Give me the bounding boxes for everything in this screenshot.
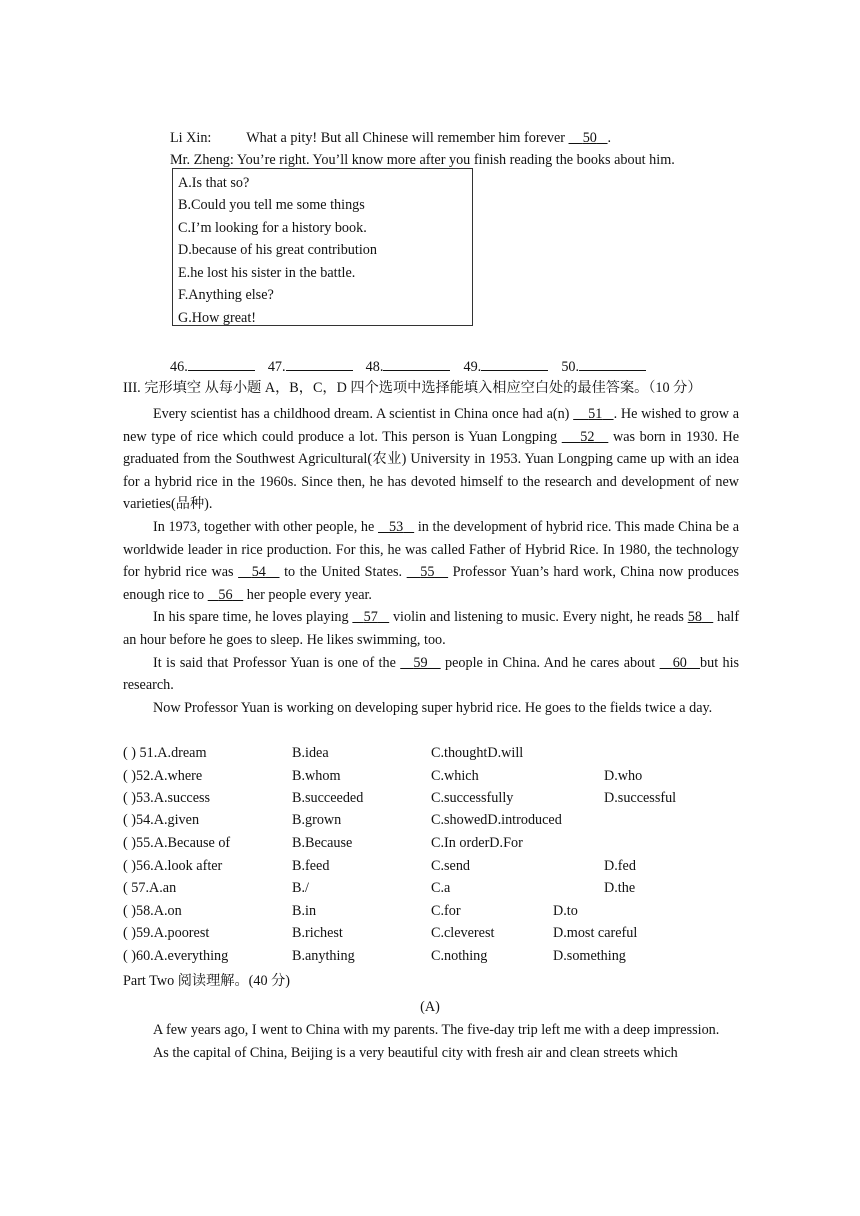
answer-blanks-row	[170, 356, 646, 376]
option-row-56-b: B.feed	[292, 858, 330, 874]
blank-52: 52	[580, 428, 595, 445]
choice-box	[172, 168, 473, 326]
cloze-passage	[123, 403, 739, 719]
option-row-55-num: ( )55.A.Because of	[123, 835, 231, 851]
option-row-58-num: ( )58.A.on	[123, 903, 182, 919]
answer-label-50: 50.	[561, 359, 580, 375]
option-row-54-num: ( )54.A.given	[123, 812, 200, 828]
option-row-51-num: ( ) 51.A.dream	[123, 745, 207, 761]
option-row-58-c: C.for	[431, 903, 461, 919]
option-row-60-num: ( )60.A.everything	[123, 948, 229, 964]
option-row-51-b: B.idea	[292, 745, 329, 761]
blank-58: 58	[687, 609, 702, 626]
option-row-59-d: D.most careful	[553, 925, 638, 941]
choice-b: B.Could you tell me some things	[178, 197, 365, 213]
option-row-59-num: ( )59.A.poorest	[123, 925, 210, 941]
blank-53: 53	[388, 518, 404, 535]
reading-paragraph-1: A few years ago, I went to China with my parents. The five-day trip left me with a deep impression.	[153, 1022, 720, 1038]
blank-60: 60	[672, 654, 687, 671]
reading-paragraph-2: As the capital of China, Beijing is a very beautiful city with fresh air and clean streets which	[153, 1044, 678, 1061]
blank-59: 59	[413, 654, 428, 671]
choice-e: E.he lost his sister in the battle.	[178, 265, 356, 281]
option-row-60-c: C.nothing	[431, 948, 488, 964]
speaker-lixin: Li Xin:	[170, 130, 212, 146]
cloze-paragraph-1: Every scientist has a childhood dream. A scientist in China once had a(n) 51 . He wished to grow a new type of rice which could produce a lot. This person is Yuan Longping 52 was born in 1930. He graduated from the Southwest Agricultural(农业) University in 1953. Yuan Longping came up with an idea for a hybrid rice in the 1960s. Since then, he has devoted himself to the research and development of new varieties(品种).	[123, 406, 740, 513]
option-row-58-d: D.to	[553, 903, 578, 919]
section3-heading: III. 完形填空 从每小题 A，B，C，D 四个选项中选择能填入相应空白处的最佳答案。（10 分）	[123, 380, 702, 396]
choice-g: G.How great!	[178, 310, 257, 326]
option-row-52-c: C.which	[431, 768, 479, 784]
option-row-60-d: D.something	[553, 948, 626, 964]
answer-blank-46[interactable]	[188, 356, 255, 371]
option-row-54-b: B.grown	[292, 812, 342, 828]
option-row-57-num: ( 57.A.an	[123, 880, 177, 896]
answer-blank-50[interactable]	[579, 356, 646, 371]
answer-blank-49[interactable]	[481, 356, 548, 371]
lixin-text: What a pity! But all Chinese will remember him forever	[246, 130, 565, 146]
choice-a: A.Is that so?	[178, 175, 250, 191]
blank-57: 57	[363, 609, 378, 626]
option-row-56-num: ( )56.A.look after	[123, 858, 223, 874]
option-row-59-c: C.cleverest	[431, 925, 495, 941]
blank-50: 50	[582, 130, 597, 146]
dialog-line-lixin: Li Xin: What a pity! But all Chinese will remember him forever 50 .	[170, 130, 612, 146]
blank-54: 54	[251, 564, 266, 581]
option-row-53-num: ( )53.A.success	[123, 790, 211, 806]
option-row-57-d: D.the	[604, 880, 636, 896]
cloze-paragraph-2: In 1973, together with other people, he 53 in the development of hybrid rice. This made China be a worldwide leader in rice production. For this, he was called Father of Hybrid Rice. In 1980, the technology for hybrid rice was 54 to the United States. 55 Professor Yuan’s hard work, China now produces enough rice to 56 her people every year.	[123, 518, 740, 603]
answer-label-46: 46.	[170, 359, 188, 375]
choice-f: F.Anything else?	[178, 287, 274, 303]
blank-56: 56	[218, 586, 233, 603]
choice-c: C.I’m looking for a history book.	[178, 220, 367, 236]
option-row-55-c: C.In orderD.For	[431, 835, 523, 851]
answer-blank-48[interactable]	[383, 356, 450, 371]
cloze-paragraph-5: Now Professor Yuan is working on developing super hybrid rice. He goes to the fields twice a day.	[153, 699, 713, 716]
cloze-paragraph-4: It is said that Professor Yuan is one of the 59 people in China. And he cares about 60 but his research.	[123, 654, 740, 694]
answer-blank-47[interactable]	[286, 356, 353, 371]
option-row-53-c: C.successfully	[431, 790, 514, 806]
option-row-60-b: B.anything	[292, 948, 355, 964]
blank-55: 55	[420, 564, 435, 581]
dialog-line-zheng: Mr. Zheng: You’re right. You’ll know more after you finish reading the books about him.	[170, 152, 675, 168]
part-two-heading: Part Two 阅读理解。(40 分)	[123, 973, 291, 989]
passage-a-subheading: (A)	[420, 999, 440, 1015]
option-row-52-b: B.whom	[292, 768, 341, 784]
answer-label-48: 48.	[365, 359, 384, 375]
option-row-57-b: B./	[292, 880, 309, 896]
option-row-51-c: C.thoughtD.will	[431, 745, 524, 761]
option-row-58-b: B.in	[292, 903, 317, 919]
option-row-59-b: B.richest	[292, 925, 343, 941]
option-row-55-b: B.Because	[292, 835, 353, 851]
blank-51: 51	[588, 406, 603, 422]
reading-passage-a	[123, 1019, 739, 1064]
option-row-56-c: C.send	[431, 858, 471, 874]
answer-label-47: 47.	[267, 359, 286, 375]
option-row-54-c: C.showedD.introduced	[431, 812, 562, 828]
option-row-53-d: D.successful	[604, 790, 677, 806]
choice-d: D.because of his great contribution	[178, 242, 377, 258]
option-row-52-num: ( )52.A.where	[123, 768, 203, 784]
option-row-53-b: B.succeeded	[292, 790, 364, 806]
option-row-56-d: D.fed	[604, 858, 636, 874]
answer-label-49: 49.	[463, 359, 482, 375]
cloze-paragraph-3: In his spare time, he loves playing 57 violin and listening to music. Every night, he reads 58 half an hour before he goes to sleep. He likes swimming, too.	[123, 609, 740, 648]
option-row-52-d: D.who	[604, 768, 643, 784]
option-row-57-c: C.a	[431, 880, 451, 896]
